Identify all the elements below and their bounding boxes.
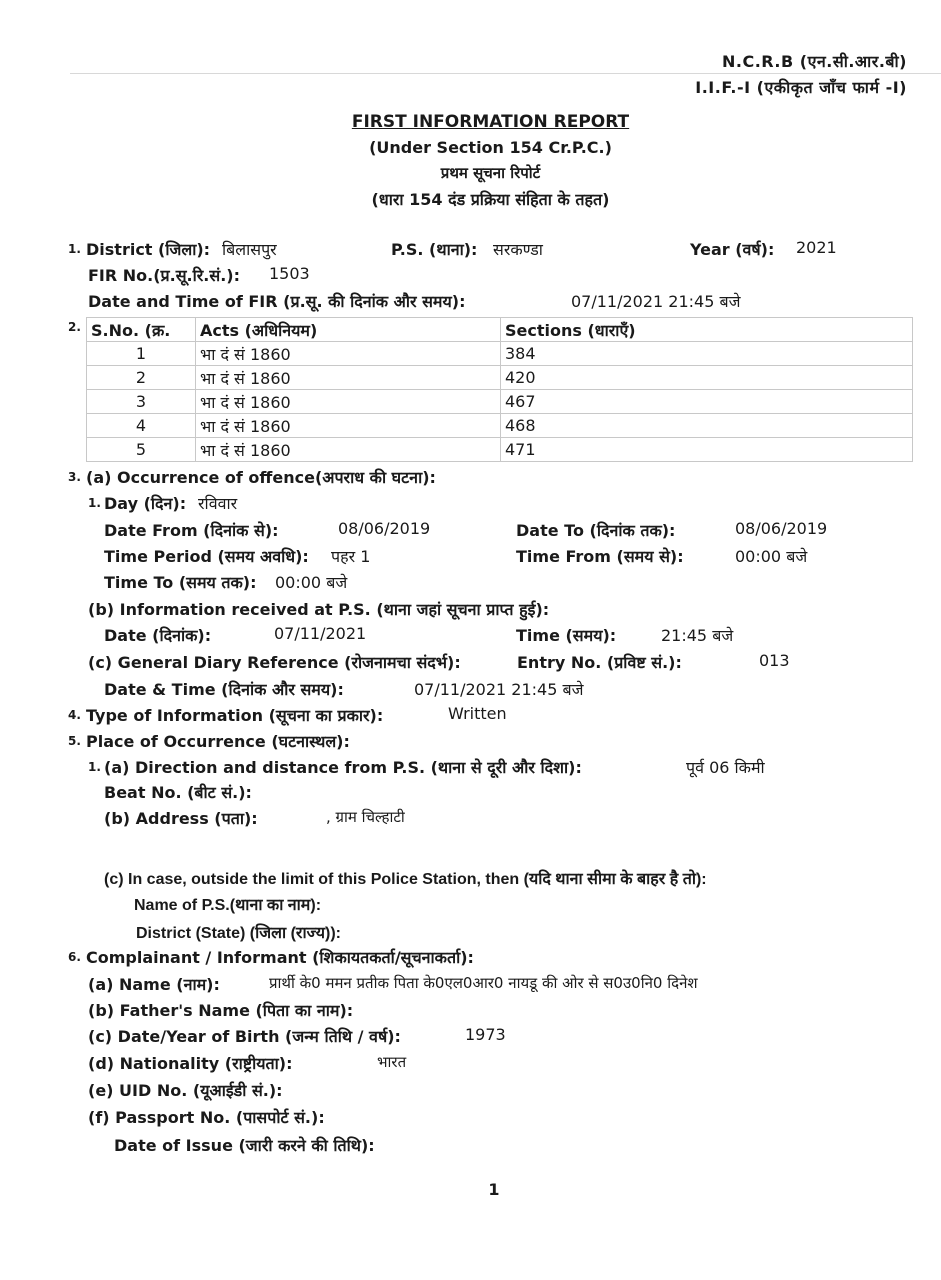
address-label: (b) Address (पता): bbox=[104, 809, 258, 828]
other-district-state-label: District (State) (जिला (राज्य)): bbox=[136, 925, 342, 942]
nationality-label: (d) Nationality (राष्ट्रीयता): bbox=[88, 1054, 293, 1073]
direction-distance-value: पूर्व 06 किमी bbox=[686, 758, 765, 777]
section-6-number: 6. bbox=[68, 950, 81, 964]
report-title: FIRST INFORMATION REPORT bbox=[351, 112, 630, 132]
info-time-value: 21:45 बजे bbox=[661, 626, 734, 645]
entry-no-value: 013 bbox=[759, 651, 790, 670]
gd-datetime-label: Date & Time (दिनांक और समय): bbox=[104, 680, 344, 699]
date-to-value: 08/06/2019 bbox=[735, 519, 828, 538]
day-label: Day (दिन): bbox=[104, 494, 187, 513]
complainant-name-value: प्रार्थी के0 ममन प्रतीक पिता के0एल0आर0 नायडू की ओर से स0उ0नि0 दिनेश bbox=[269, 974, 698, 992]
dob-label: (c) Date/Year of Birth (जन्म तिथि / वर्ष): bbox=[88, 1027, 401, 1046]
fir-datetime-value: 07/11/2021 21:45 बजे bbox=[571, 292, 741, 311]
gd-reference-heading: (c) General Diary Reference (रोजनामचा संदर्भ): bbox=[88, 653, 461, 672]
info-date-label: Date (दिनांक): bbox=[104, 626, 212, 645]
act-cell: भा दं सं 1860 bbox=[196, 342, 501, 366]
ps-value: सरकण्डा bbox=[493, 240, 543, 259]
fir-datetime-label: Date and Time of FIR (प्र.सू. की दिनांक और समय): bbox=[88, 292, 466, 311]
year-value: 2021 bbox=[796, 238, 837, 257]
iif-header: I.I.F.-I (एकीकृत जाँच फार्म -I) bbox=[695, 78, 907, 97]
beat-no-label: Beat No. (बीट सं.): bbox=[104, 783, 252, 802]
time-period-value: पहर 1 bbox=[331, 547, 371, 566]
acts-sections-table bbox=[86, 317, 913, 462]
time-to-value: 00:00 बजे bbox=[275, 573, 348, 592]
sections-header: Sections (धाराएँ) bbox=[501, 318, 913, 342]
time-from-value: 00:00 बजे bbox=[735, 547, 808, 566]
report-title-hindi: प्रथम सूचना रिपोर्ट bbox=[440, 164, 541, 182]
gd-datetime-value: 07/11/2021 21:45 बजे bbox=[414, 680, 584, 699]
section-cell: 471 bbox=[501, 438, 913, 462]
time-period-label: Time Period (समय अवधि): bbox=[104, 547, 309, 566]
place-sub-number: 1. bbox=[88, 760, 101, 774]
header-divider bbox=[70, 73, 941, 74]
passport-label: (f) Passport No. (पासपोर्ट सं.): bbox=[88, 1108, 325, 1127]
report-subtitle: (Under Section 154 Cr.P.C.) bbox=[369, 138, 612, 157]
section-cell: 420 bbox=[501, 366, 913, 390]
section-cell: 384 bbox=[501, 342, 913, 366]
info-time-label: Time (समय): bbox=[516, 626, 617, 645]
sno-cell: 5 bbox=[87, 438, 196, 462]
date-from-label: Date From (दिनांक से): bbox=[104, 521, 279, 540]
table-row bbox=[87, 438, 913, 462]
father-name-label: (b) Father's Name (पिता का नाम): bbox=[88, 1001, 354, 1020]
sno-header: S.No. (क्र. bbox=[87, 318, 196, 342]
table-row bbox=[87, 390, 913, 414]
time-to-label: Time To (समय तक): bbox=[104, 573, 257, 592]
act-cell: भा दं सं 1860 bbox=[196, 414, 501, 438]
uid-label: (e) UID No. (यूआईडी सं.): bbox=[88, 1081, 283, 1100]
district-value: बिलासपुर bbox=[222, 240, 277, 259]
time-from-label: Time From (समय से): bbox=[516, 547, 684, 566]
section-4-number: 4. bbox=[68, 708, 81, 722]
info-type-label: Type of Information (सूचना का प्रकार): bbox=[86, 706, 384, 725]
act-cell: भा दं सं 1860 bbox=[196, 366, 501, 390]
act-cell: भा दं सं 1860 bbox=[196, 438, 501, 462]
other-ps-name-label: Name of P.S.(थाना का नाम): bbox=[134, 897, 322, 914]
issue-date-label: Date of Issue (जारी करने की तिथि): bbox=[114, 1136, 375, 1155]
ps-label: P.S. (थाना): bbox=[391, 240, 478, 259]
sno-cell: 2 bbox=[87, 366, 196, 390]
date-to-label: Date To (दिनांक तक): bbox=[516, 521, 676, 540]
table-row bbox=[87, 414, 913, 438]
sno-cell: 3 bbox=[87, 390, 196, 414]
dob-value: 1973 bbox=[465, 1025, 506, 1044]
fir-no-label: FIR No.(प्र.सू.रि.सं.): bbox=[88, 266, 240, 285]
outside-limit-heading: (c) In case, outside the limit of this Police Station, then (यदि थाना सीमा के बाहर है तो): bbox=[104, 871, 707, 888]
info-type-value: Written bbox=[448, 704, 507, 723]
table-header-row bbox=[87, 318, 913, 342]
sno-cell: 4 bbox=[87, 414, 196, 438]
complainant-name-label: (a) Name (नाम): bbox=[88, 975, 220, 994]
report-subtitle-hindi: (धारा 154 दंड प्रक्रिया संहिता के तहत) bbox=[371, 190, 610, 209]
fir-no-value: 1503 bbox=[269, 264, 310, 283]
info-date-value: 07/11/2021 bbox=[274, 624, 367, 643]
ncrb-header: N.C.R.B (एन.सी.आर.बी) bbox=[722, 52, 907, 71]
act-cell: भा दं सं 1860 bbox=[196, 390, 501, 414]
place-heading: Place of Occurrence (घटनास्थल): bbox=[86, 732, 350, 751]
address-value: , ग्राम चिल्हाटी bbox=[326, 808, 405, 826]
year-label: Year (वर्ष): bbox=[690, 240, 775, 259]
complainant-heading: Complainant / Informant (शिकायतकर्ता/सूचनाकर्ता): bbox=[86, 948, 474, 967]
occurrence-heading: (a) Occurrence of offence(अपराध की घटना): bbox=[86, 468, 436, 487]
section-cell: 467 bbox=[501, 390, 913, 414]
day-value: रविवार bbox=[198, 494, 238, 513]
direction-distance-label: (a) Direction and distance from P.S. (थाना से दूरी और दिशा): bbox=[104, 758, 582, 777]
table-row bbox=[87, 342, 913, 366]
section-1-number: 1. bbox=[68, 242, 81, 256]
occurrence-sub-number: 1. bbox=[88, 496, 101, 510]
section-3-number: 3. bbox=[68, 470, 81, 484]
section-cell: 468 bbox=[501, 414, 913, 438]
acts-header: Acts (अधिनियम) bbox=[196, 318, 501, 342]
page-number: 1 bbox=[488, 1180, 500, 1199]
info-received-heading: (b) Information received at P.S. (थाना जहां सूचना प्राप्त हुई): bbox=[88, 600, 550, 619]
section-5-number: 5. bbox=[68, 734, 81, 748]
sno-cell: 1 bbox=[87, 342, 196, 366]
district-label: District (जिला): bbox=[86, 240, 211, 259]
table-row bbox=[87, 366, 913, 390]
section-2-number: 2. bbox=[68, 320, 81, 334]
nationality-value: भारत bbox=[377, 1053, 407, 1071]
date-from-value: 08/06/2019 bbox=[338, 519, 431, 538]
entry-no-label: Entry No. (प्रविष्ट सं.): bbox=[517, 653, 682, 672]
